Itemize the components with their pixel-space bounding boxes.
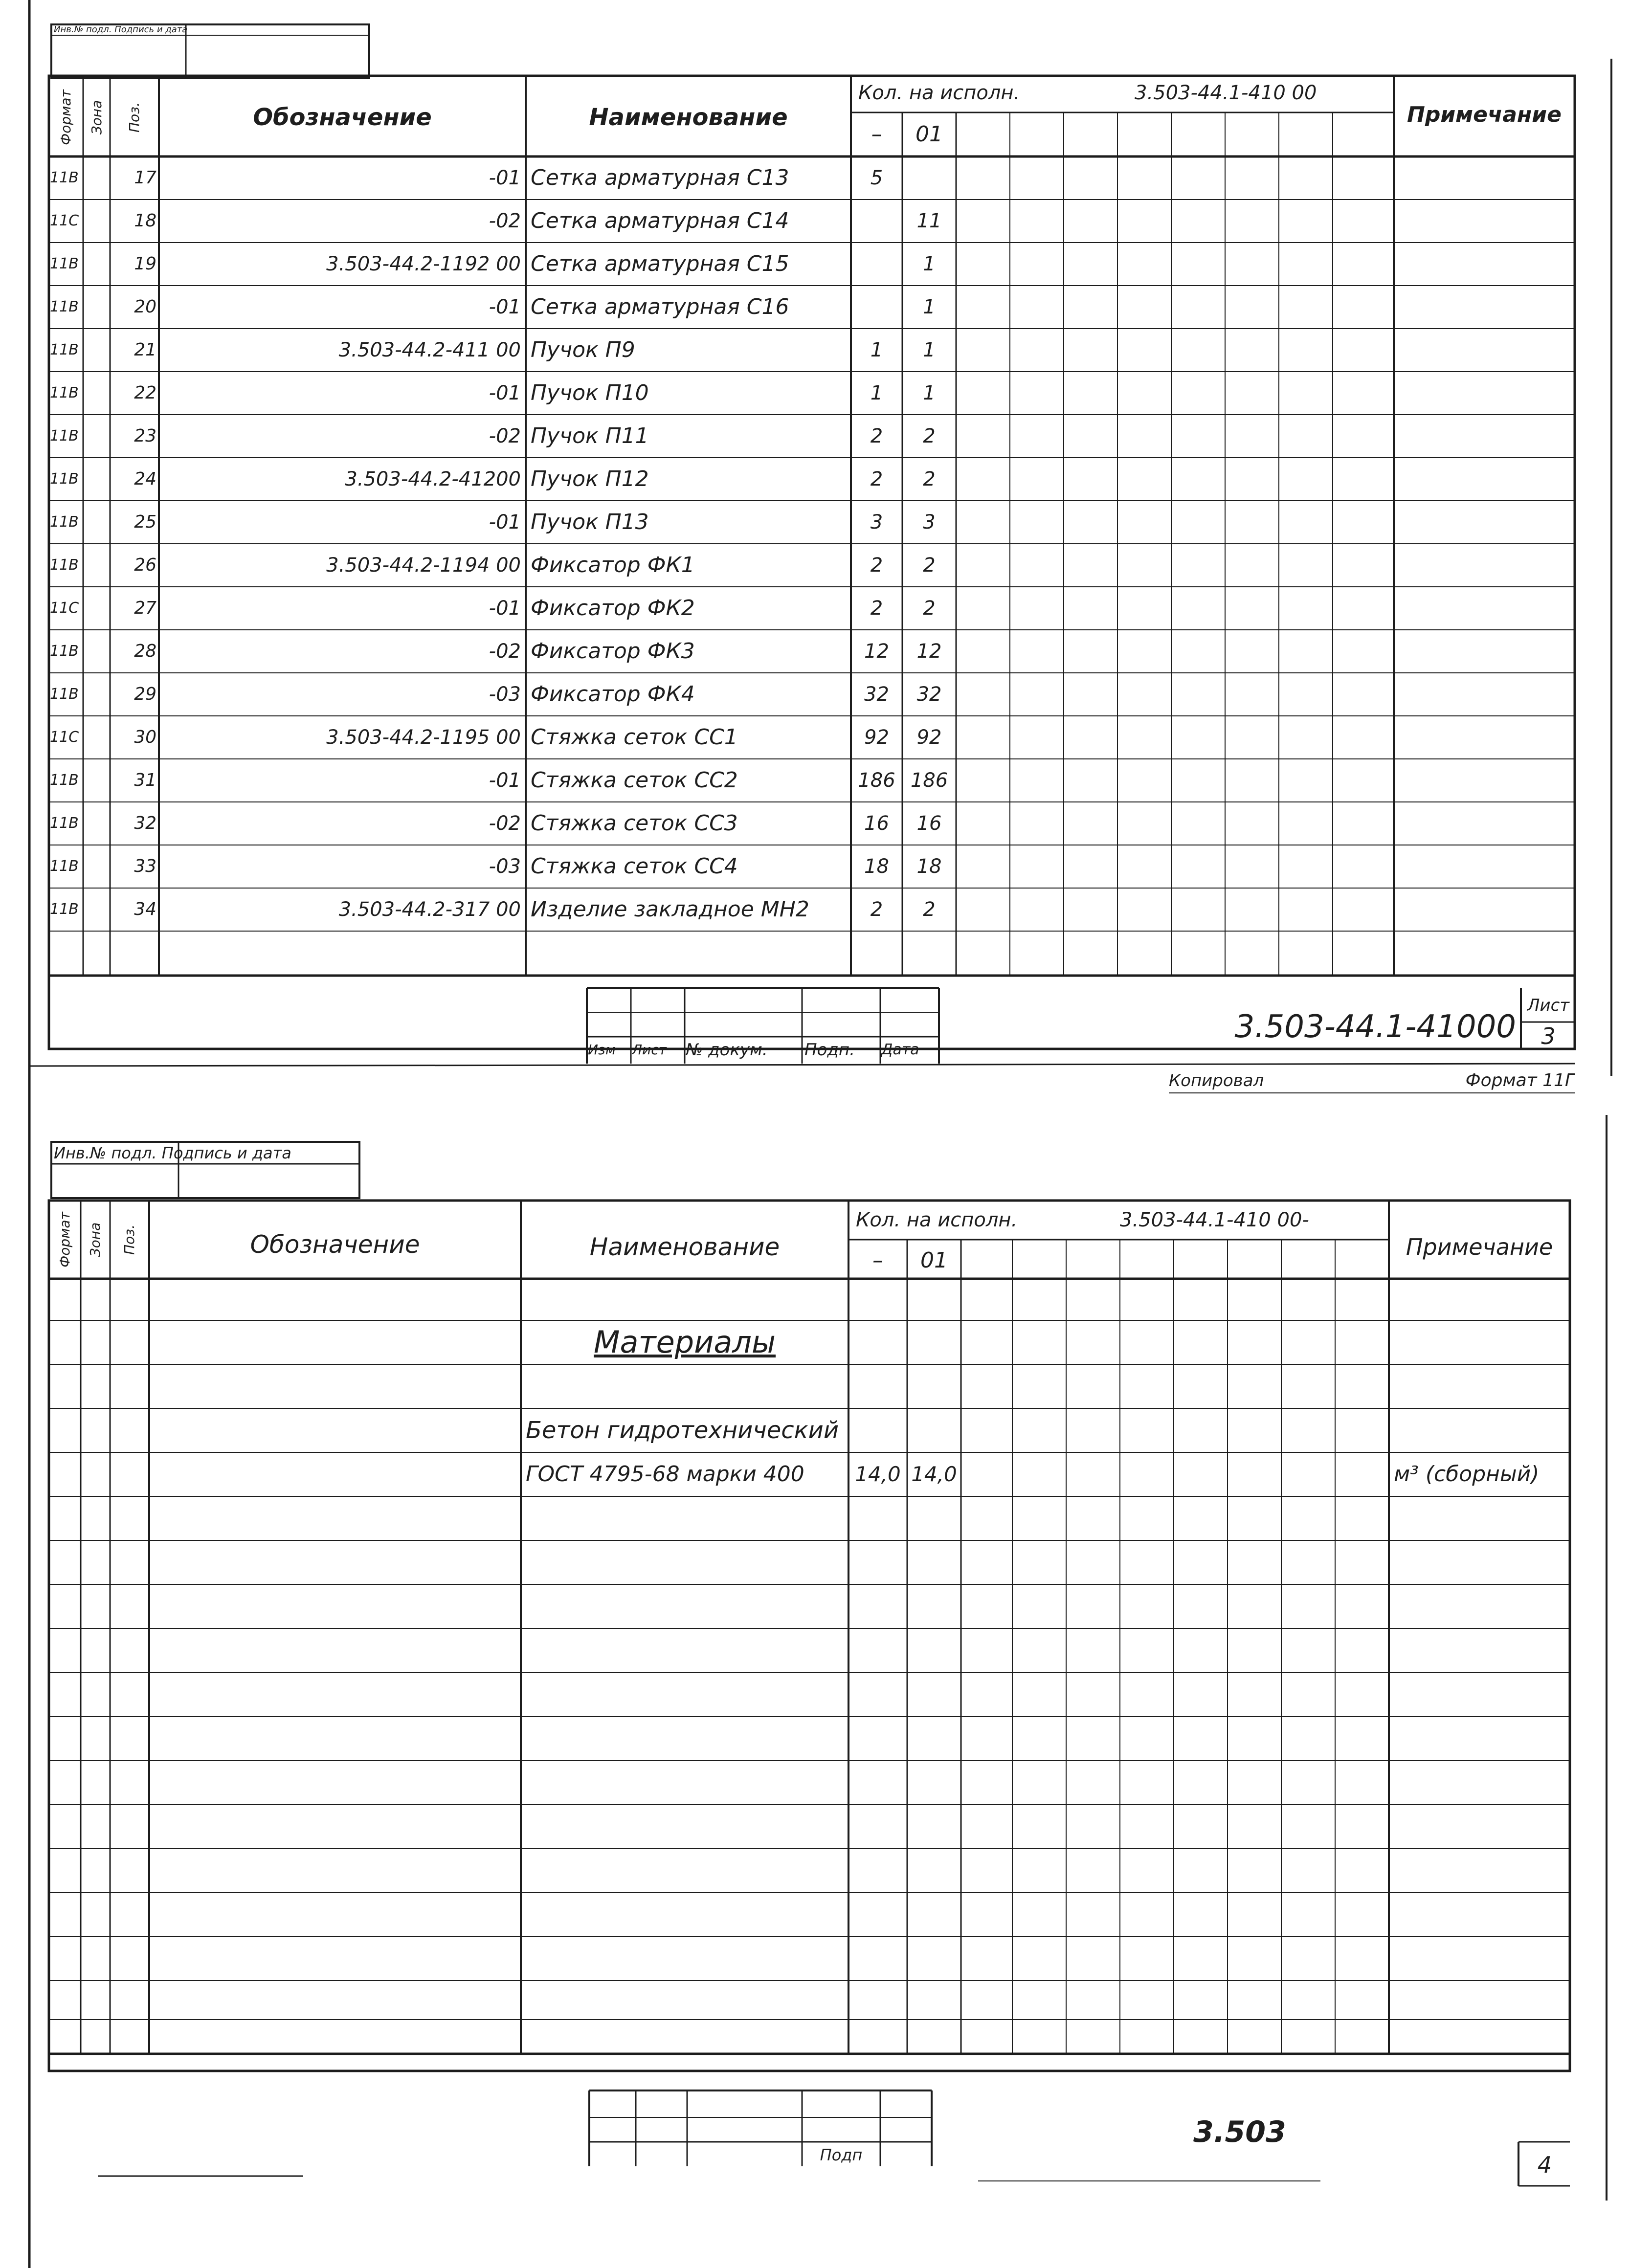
row-position: 21: [134, 340, 156, 360]
row-qty-01: 16: [916, 812, 942, 835]
row-qty-01: 12: [916, 640, 942, 663]
row-qty-dash: [851, 286, 902, 329]
row-name: Фиксатор ФК1: [531, 553, 695, 578]
stamp-label-bottom: Инв.№ подл. Подпись и дата: [54, 1144, 291, 1162]
row-designation: -03: [489, 855, 521, 878]
section-title-materials: Материалы: [594, 1324, 776, 1360]
header-zone: Зона: [89, 100, 105, 135]
row-name: Пучок П12: [531, 467, 649, 491]
header4-name: Наименование: [589, 1233, 780, 1261]
row-format: 11В: [50, 858, 79, 875]
material-qty-2: 14,0: [911, 1462, 957, 1486]
tb3-izm: Изм: [588, 1042, 616, 1058]
row-name: Пучок П9: [531, 337, 635, 362]
header-qty: Кол. на исполн.: [858, 82, 1020, 104]
row-name: Стяжка сеток СС2: [531, 768, 738, 793]
material-qty-1: 14,0: [855, 1462, 901, 1486]
material-line-1: Бетон гидротехнический: [526, 1417, 839, 1444]
header-col-01: 01: [915, 122, 943, 147]
header4-zone: Зона: [87, 1222, 103, 1257]
row-format: 11В: [50, 298, 79, 315]
row-format: 11В: [50, 384, 79, 401]
row-qty-01: 2: [923, 468, 936, 490]
row-designation: 3.503-44.2-1192 00: [326, 253, 521, 275]
row-position: 22: [134, 383, 156, 403]
row-designation: -02: [489, 210, 521, 232]
row-position: 20: [134, 297, 156, 317]
row-qty-01: 2: [923, 425, 936, 447]
row-position: 30: [134, 727, 156, 747]
material-line-2: ГОСТ 4795-68 марки 400: [526, 1462, 804, 1487]
row-name: Изделие закладное МН2: [531, 897, 809, 922]
row-format: 11В: [50, 815, 79, 832]
row-qty-01: 18: [916, 855, 942, 878]
tb4-sign: Подп: [820, 2146, 863, 2164]
tb3-sheet-no: 3: [1541, 1023, 1556, 1049]
row-position: 26: [134, 555, 156, 575]
row-format: 11В: [50, 427, 79, 445]
tb3-format: Формат 11Г: [1465, 1070, 1575, 1090]
stamp-label-top: Инв.№ подл. Подпись и дата: [54, 24, 188, 35]
row-qty-dash: 92: [864, 726, 889, 749]
row-designation: -01: [489, 597, 521, 620]
row-qty-01: 1: [923, 296, 936, 318]
row-qty-01: 32: [916, 683, 942, 706]
row-position: 27: [134, 598, 156, 618]
row-qty-dash: 3: [870, 511, 883, 534]
material-note: м³ (сборный): [1394, 1462, 1540, 1487]
row-designation: 3.503-44.2-1194 00: [326, 554, 521, 577]
row-position: 28: [134, 641, 156, 661]
row-name: Сетка арматурная С15: [531, 251, 789, 276]
row-format: 11В: [50, 643, 79, 660]
row-qty-dash: 2: [870, 554, 883, 577]
row-name: Сетка арматурная С14: [531, 208, 789, 233]
row-name: Фиксатор ФК2: [531, 596, 695, 621]
header-format: Формат: [58, 89, 74, 145]
header-qty-doc: 3.503-44.1-410 00: [1135, 82, 1317, 104]
tb3-sheet-label: Лист: [1527, 996, 1570, 1015]
row-designation: -02: [489, 812, 521, 835]
row-qty-01: 11: [916, 210, 942, 232]
row-designation: -03: [489, 683, 521, 706]
row-designation: 3.503-44.2-411 00: [338, 339, 521, 361]
row-qty-01: 186: [910, 769, 948, 792]
row-name: Стяжка сеток СС4: [531, 854, 738, 879]
row-position: 17: [134, 168, 156, 188]
row-qty-01: [902, 156, 956, 200]
row-qty-dash: 2: [870, 597, 883, 620]
row-position: 31: [134, 770, 156, 790]
row-qty-01: 1: [923, 253, 936, 275]
row-qty-01: 2: [923, 554, 936, 577]
row-qty-dash: 16: [864, 812, 889, 835]
tb3-copied: Копировал: [1169, 1071, 1264, 1090]
header-name: Наименование: [589, 104, 788, 131]
row-position: 18: [134, 211, 156, 231]
row-name: Сетка арматурная С13: [531, 165, 789, 190]
row-name: Фиксатор ФК3: [531, 639, 695, 664]
header4-note: Примечание: [1406, 1234, 1553, 1260]
tb4-sheet-no: 4: [1537, 2152, 1552, 2178]
row-format: 11С: [50, 600, 79, 617]
header4-designation: Обозначение: [250, 1230, 420, 1259]
row-position: 25: [134, 512, 156, 532]
row-name: Пучок П11: [531, 423, 649, 448]
tb3-list: Лист: [632, 1042, 667, 1058]
row-name: Стяжка сеток СС1: [531, 725, 738, 750]
tb3-sign: Подп.: [804, 1040, 855, 1060]
tb3-date: Дата: [881, 1041, 919, 1058]
row-position: 33: [134, 856, 156, 876]
row-qty-dash: 5: [870, 167, 883, 189]
header-col-dash: –: [871, 122, 882, 147]
row-format: 11В: [50, 772, 79, 789]
row-qty-dash: 2: [870, 425, 883, 447]
header4-format: Формат: [57, 1212, 73, 1267]
header-pos: Поз.: [126, 102, 142, 133]
row-qty-01: 92: [916, 726, 942, 749]
row-format: 11В: [50, 255, 79, 272]
row-format: 11В: [50, 169, 79, 186]
row-name: Фиксатор ФК4: [531, 682, 695, 707]
row-designation: -01: [489, 769, 521, 792]
row-designation: 3.503-44.2-1195 00: [326, 726, 521, 749]
row-qty-dash: [851, 243, 902, 286]
row-format: 11С: [50, 729, 79, 746]
tb3-doc-no: № докум.: [686, 1040, 768, 1060]
row-position: 29: [134, 684, 156, 704]
header-note: Примечание: [1407, 102, 1562, 127]
row-format: 11В: [50, 686, 79, 703]
row-name: Пучок П10: [531, 380, 649, 405]
row-designation: 3.503-44.2-41200: [345, 468, 521, 490]
row-designation: -02: [489, 640, 521, 663]
row-name: Сетка арматурная С16: [531, 294, 789, 319]
header4-qty: Кол. на исполн.: [856, 1209, 1018, 1231]
row-qty-dash: 1: [870, 382, 883, 404]
row-designation: -01: [489, 296, 521, 318]
row-qty-01: 1: [923, 382, 936, 404]
row-qty-dash: [851, 200, 902, 243]
row-qty-01: 2: [923, 898, 936, 921]
row-qty-dash: 18: [864, 855, 889, 878]
row-qty-01: 2: [923, 597, 936, 620]
row-position: 32: [134, 813, 156, 833]
row-qty-dash: 1: [870, 339, 883, 361]
row-qty-dash: 186: [858, 769, 895, 792]
row-qty-01: 3: [923, 511, 936, 534]
row-name: Пучок П13: [531, 510, 649, 534]
row-designation: 3.503-44.2-317 00: [338, 898, 521, 921]
row-format: 11В: [50, 341, 79, 358]
row-designation: -01: [489, 382, 521, 404]
row-position: 23: [134, 426, 156, 446]
header4-col-dash: –: [872, 1248, 883, 1273]
row-position: 19: [134, 254, 156, 274]
row-position: 34: [134, 899, 156, 919]
row-format: 11С: [50, 212, 79, 229]
row-designation: -02: [489, 425, 521, 447]
row-qty-dash: 32: [864, 683, 889, 706]
row-designation: -01: [489, 511, 521, 534]
tb4-doc-code: 3.503: [1193, 2115, 1286, 2149]
row-designation: -01: [489, 167, 521, 189]
header4-qty-doc: 3.503-44.1-410 00-: [1120, 1209, 1309, 1231]
header4-col-01: 01: [920, 1248, 948, 1273]
row-format: 11В: [50, 470, 79, 488]
row-qty-dash: 12: [864, 640, 889, 663]
row-format: 11В: [50, 901, 79, 918]
row-qty-dash: 2: [870, 468, 883, 490]
row-format: 11В: [50, 513, 79, 531]
row-format: 11В: [50, 556, 79, 574]
header-designation: Обозначение: [253, 104, 432, 131]
tb3-doc-code: 3.503-44.1-41000: [1234, 1009, 1516, 1045]
row-position: 24: [134, 469, 156, 489]
row-name: Стяжка сеток СС3: [531, 811, 738, 836]
row-qty-01: 1: [923, 339, 936, 361]
header4-pos: Поз.: [121, 1224, 137, 1255]
row-qty-dash: 2: [870, 898, 883, 921]
